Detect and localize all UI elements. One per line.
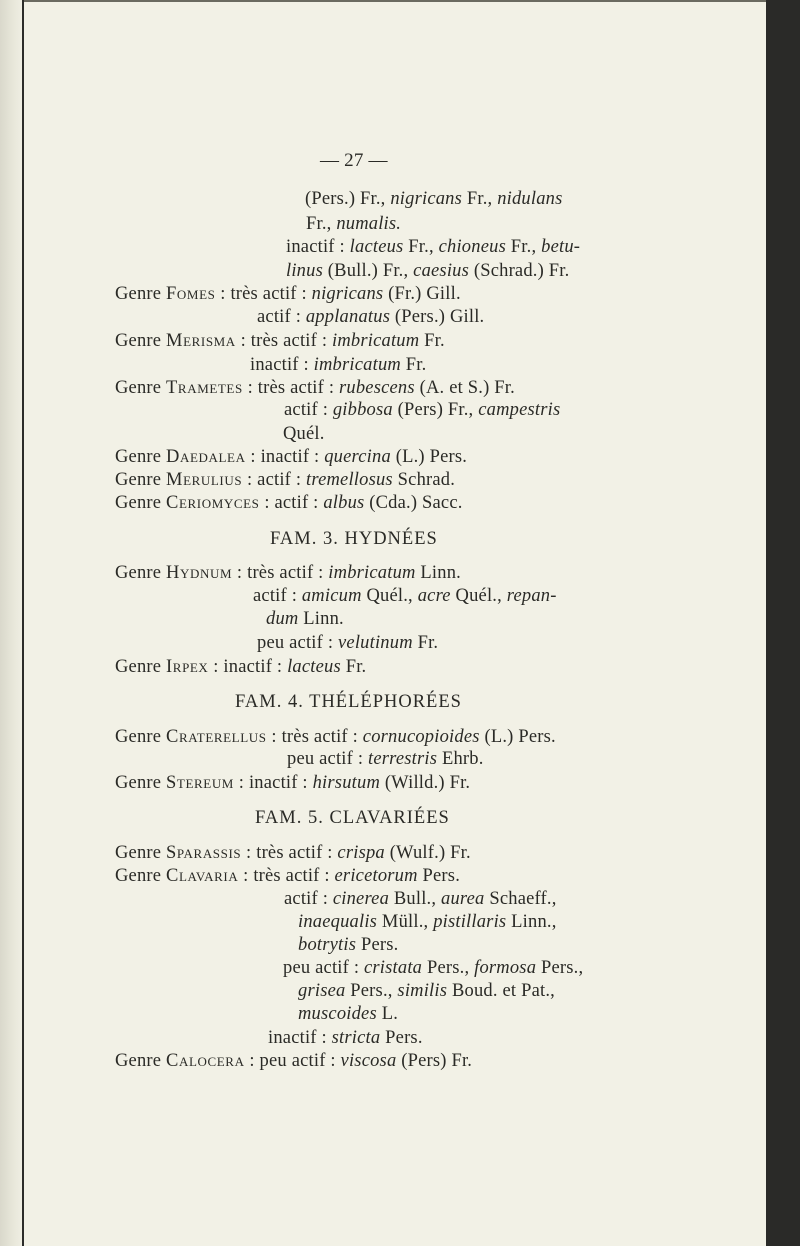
text-segment: : très actif : xyxy=(215,284,312,304)
species-name: cristata xyxy=(364,958,423,978)
text-line xyxy=(298,934,398,956)
text-segment: Linn., xyxy=(506,912,557,932)
text-segment: Boud. et Pat., xyxy=(447,981,555,1001)
page-right-edge xyxy=(766,0,800,1246)
species-name: nidulans xyxy=(497,189,563,209)
text-segment: Linn. xyxy=(415,563,461,583)
text-line xyxy=(286,260,569,282)
species-name: inaequalis xyxy=(298,912,378,932)
text-segment: (Pers.) Gill. xyxy=(390,307,485,327)
text-line xyxy=(115,562,461,584)
species-name: terrestris xyxy=(368,749,438,769)
text-segment: Schaeff., xyxy=(484,889,557,909)
species-name: cornucopioides xyxy=(362,727,480,747)
genus-name: Fomes xyxy=(166,284,216,304)
species-name: acre xyxy=(417,586,451,606)
text-line xyxy=(115,842,471,864)
species-name: grisea xyxy=(298,981,346,1001)
genus-name: Stereum xyxy=(166,773,234,793)
text-segment: Quél. xyxy=(283,424,325,444)
species-name: formosa xyxy=(474,958,537,978)
species-name: quercina xyxy=(324,447,391,467)
text-segment: (L.) Pers. xyxy=(479,727,556,747)
species-name: aurea xyxy=(441,889,485,909)
text-segment: (Bull.) Fr., xyxy=(322,261,414,281)
text-segment: actif : xyxy=(284,889,333,909)
text-segment: actif : xyxy=(284,400,333,420)
text-segment: : très actif : xyxy=(242,378,339,398)
species-name: tremellosus xyxy=(306,470,393,490)
genus-name: Irpex xyxy=(166,657,209,677)
text-segment: (Cda.) Sacc. xyxy=(364,493,463,513)
text-line xyxy=(284,888,557,910)
species-name: dum xyxy=(266,609,299,629)
text-segment: Müll., xyxy=(377,912,434,932)
text-line xyxy=(115,656,366,678)
genus-name: Calocera xyxy=(166,1051,245,1071)
text-line xyxy=(305,188,563,210)
genus-name: Merisma xyxy=(166,331,236,351)
species-name: muscoides xyxy=(298,1004,377,1024)
genus-name: Ceriomyces xyxy=(166,493,260,513)
text-segment: Pers., xyxy=(536,958,584,978)
text-segment: Genre xyxy=(115,773,167,793)
text-segment: : très actif : xyxy=(238,866,335,886)
text-segment: Quél., xyxy=(361,586,418,606)
text-segment: FAM. 3. HYDNÉES xyxy=(270,529,438,549)
genus-name: Clavaria xyxy=(166,866,239,886)
text-segment: Fr., xyxy=(505,237,542,257)
species-name: crispa xyxy=(337,843,385,863)
text-segment: (Fr.) Gill. xyxy=(383,284,461,304)
text-segment: : très actif : xyxy=(241,843,338,863)
text-segment: : inactif : xyxy=(233,773,313,793)
text-segment: inactif : xyxy=(250,355,314,375)
text-line xyxy=(298,1003,398,1025)
text-line xyxy=(257,306,484,328)
species-name: imbricatum xyxy=(328,563,416,583)
text-line xyxy=(115,469,455,491)
text-segment: (Wulf.) Fr. xyxy=(384,843,471,863)
text-segment: Ehrb. xyxy=(437,749,484,769)
text-segment: Fr. xyxy=(340,657,367,677)
text-line xyxy=(298,980,555,1002)
text-segment: Genre xyxy=(115,1051,167,1071)
text-segment: Fr., xyxy=(403,237,439,257)
species-name: numalis. xyxy=(336,214,402,234)
text-segment: peu actif : xyxy=(287,749,368,769)
text-segment: Genre xyxy=(115,563,167,583)
text-segment: peu actif : xyxy=(283,958,364,978)
species-name: gibbosa xyxy=(332,400,393,420)
text-segment: : inactif : xyxy=(208,657,288,677)
genus-name: Sparassis xyxy=(166,843,242,863)
text-segment: actif : xyxy=(257,307,306,327)
text-segment: Fr. xyxy=(412,633,439,653)
text-segment: Pers., xyxy=(345,981,398,1001)
species-name: lacteus xyxy=(287,657,341,677)
species-name: botrytis xyxy=(298,935,357,955)
text-segment: (L.) Pers. xyxy=(390,447,468,467)
text-segment: Genre xyxy=(115,657,167,677)
text-segment: inactif : xyxy=(286,237,350,257)
text-segment: Genre xyxy=(115,843,167,863)
species-name: repan- xyxy=(506,586,557,606)
text-segment: Pers., xyxy=(422,958,475,978)
species-name: viscosa xyxy=(340,1051,397,1071)
text-segment: : actif : xyxy=(259,493,324,513)
text-line xyxy=(283,957,583,979)
text-segment: : inactif : xyxy=(245,447,325,467)
page-top-edge xyxy=(24,0,766,2)
species-name: ericetorum xyxy=(334,866,418,886)
species-name: betu- xyxy=(541,237,581,257)
species-name: similis xyxy=(397,981,448,1001)
species-name: stricta xyxy=(331,1028,381,1048)
text-segment: (Pers) Fr., xyxy=(392,400,479,420)
text-line xyxy=(266,608,344,630)
text-segment: Genre xyxy=(115,866,167,886)
text-segment: : très actif : xyxy=(232,563,329,583)
page-number: — 27 — xyxy=(320,150,388,171)
text-segment: Genre xyxy=(115,470,167,490)
text-segment: actif : xyxy=(253,586,302,606)
text-segment: Pers. xyxy=(380,1028,423,1048)
species-name: rubescens xyxy=(339,378,415,398)
family-heading xyxy=(270,528,438,550)
text-line xyxy=(115,492,463,514)
text-segment: Genre xyxy=(115,447,167,467)
text-segment: FAM. 5. CLAVARIÉES xyxy=(255,808,450,828)
species-name: lacteus xyxy=(349,237,404,257)
text-line xyxy=(284,399,560,421)
book-spine-shadow xyxy=(0,0,22,1246)
text-segment: (A. et S.) Fr. xyxy=(414,378,515,398)
text-segment: (Schrad.) Fr. xyxy=(469,261,570,281)
text-line xyxy=(268,1027,423,1049)
text-segment: Fr. xyxy=(400,355,427,375)
species-name: cinerea xyxy=(332,889,390,909)
text-segment: FAM. 4. THÉLÉPHORÉES xyxy=(235,692,462,712)
text-segment: : très actif : xyxy=(266,727,363,747)
species-name: campestris xyxy=(478,400,561,420)
genus-name: Trametes xyxy=(166,378,243,398)
species-name: imbricatum xyxy=(313,355,401,375)
text-segment: Genre xyxy=(115,284,167,304)
species-name: velutinum xyxy=(338,633,413,653)
text-segment: Schrad. xyxy=(392,470,456,490)
text-segment: Genre xyxy=(115,331,167,351)
text-segment: inactif : xyxy=(268,1028,332,1048)
species-name: caesius xyxy=(413,261,470,281)
text-line xyxy=(115,446,467,468)
text-line xyxy=(253,585,557,607)
text-segment: Pers. xyxy=(417,866,461,886)
text-segment: Pers. xyxy=(356,935,399,955)
text-segment: L. xyxy=(376,1004,399,1024)
species-name: nigricans xyxy=(390,189,463,209)
text-line xyxy=(257,632,438,654)
text-line xyxy=(306,213,401,235)
text-segment: Linn. xyxy=(298,609,344,629)
text-line xyxy=(115,377,515,399)
family-heading xyxy=(255,807,450,829)
text-segment: peu actif : xyxy=(257,633,338,653)
text-line xyxy=(115,726,556,748)
text-line xyxy=(115,283,461,305)
species-name: albus xyxy=(323,493,365,513)
text-segment: Fr., xyxy=(462,189,498,209)
text-segment: Fr., xyxy=(306,214,337,234)
species-name: nigricans xyxy=(311,284,384,304)
text-segment: : très actif : xyxy=(235,331,332,351)
text-line xyxy=(287,748,484,770)
text-line xyxy=(115,772,470,794)
species-name: linus xyxy=(286,261,323,281)
text-segment: Quél., xyxy=(450,586,507,606)
species-name: hirsutum xyxy=(312,773,380,793)
text-segment: (Pers.) Fr., xyxy=(305,189,391,209)
text-segment: (Pers) Fr. xyxy=(396,1051,473,1071)
text-segment: Genre xyxy=(115,378,167,398)
text-segment: Genre xyxy=(115,727,167,747)
species-name: pistillaris xyxy=(433,912,507,932)
genus-name: Craterellus xyxy=(166,727,267,747)
text-line xyxy=(115,1050,472,1072)
text-segment: Genre xyxy=(115,493,167,513)
text-segment: Fr. xyxy=(419,331,445,351)
genus-name: Daedalea xyxy=(166,447,246,467)
text-segment: Bull., xyxy=(389,889,442,909)
genus-name: Hydnum xyxy=(166,563,233,583)
text-line xyxy=(283,423,325,445)
species-name: imbricatum xyxy=(332,331,420,351)
text-line xyxy=(250,354,426,376)
text-segment: : actif : xyxy=(242,470,307,490)
species-name: chioneus xyxy=(438,237,506,257)
text-line xyxy=(115,865,460,887)
gutter-line xyxy=(22,0,24,1246)
species-name: amicum xyxy=(301,586,362,606)
genus-name: Merulius xyxy=(166,470,243,490)
text-line xyxy=(115,330,445,352)
family-heading xyxy=(235,691,462,713)
text-segment: (Willd.) Fr. xyxy=(380,773,471,793)
text-line xyxy=(286,236,580,258)
text-line xyxy=(298,911,557,933)
species-name: applanatus xyxy=(305,307,391,327)
text-segment: : peu actif : xyxy=(244,1051,341,1071)
